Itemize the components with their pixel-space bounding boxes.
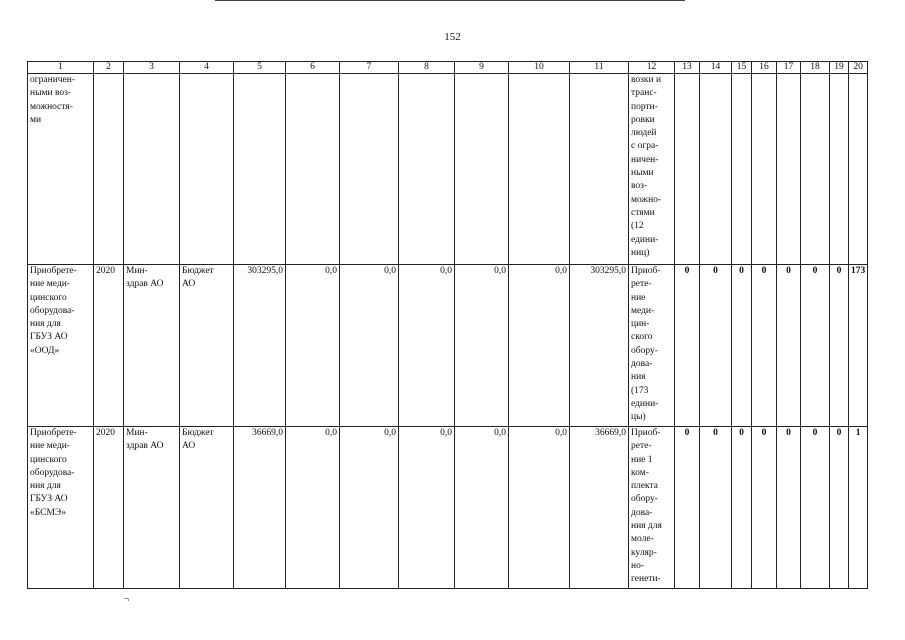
cell-c20 (849, 74, 868, 265)
cell-c7: 0,0 (340, 265, 399, 427)
cell-source: Бюджет АО (180, 427, 234, 589)
cell-c15: 0 (732, 427, 752, 589)
cell-c11: 303295,0 (570, 265, 629, 427)
cell-executor (124, 74, 180, 265)
col-header: 8 (399, 62, 455, 74)
cell-c19: 0 (830, 265, 849, 427)
cell-c16: 0 (752, 427, 777, 589)
top-rule (215, 0, 685, 1)
cell-name: Приобрете- ние меди- цинского оборудова- ния для ГБУЗ АО «БСМЭ» (28, 427, 94, 589)
col-header: 3 (124, 62, 180, 74)
cell-name: Приобрете- ние меди- цинского оборудова- ния для ГБУЗ АО «ООД» (28, 265, 94, 427)
col-header: 15 (732, 62, 752, 74)
cell-name: ограничен- ными воз- можностя- ми (28, 74, 94, 265)
cell-result: Приоб- рете- ние 1 ком- плекта обору- дова- ния для моле- куляр- но- генети- (629, 427, 675, 589)
cell-c8 (399, 74, 455, 265)
cell-c5 (234, 74, 286, 265)
cell-result: возки и транс- порти- ровки людей с огра- ничен- ными воз- можно- стями (12 едини- ниц) (629, 74, 675, 265)
table-row (28, 427, 868, 589)
cell-c9: 0,0 (455, 265, 509, 427)
col-header: 14 (700, 62, 732, 74)
cell-c11: 36669,0 (570, 427, 629, 589)
cell-c13 (675, 74, 700, 265)
col-header: 1 (28, 62, 94, 74)
cell-c15: 0 (732, 265, 752, 427)
cell-c20: 173 (849, 265, 868, 427)
col-header: 11 (570, 62, 629, 74)
cell-c19: 0 (830, 427, 849, 589)
table-row (28, 74, 868, 265)
cell-result: Приоб- рете- ние меди- цин- ского обору- дова- ния (173 едини- цы) (629, 265, 675, 427)
cell-c13: 0 (675, 265, 700, 427)
cell-c10: 0,0 (509, 265, 570, 427)
cell-c9 (455, 74, 509, 265)
col-header: 4 (180, 62, 234, 74)
cell-c17: 0 (777, 265, 801, 427)
col-header: 13 (675, 62, 700, 74)
cell-c19 (830, 74, 849, 265)
scan-mark: ¬ (124, 594, 130, 604)
cell-c15 (732, 74, 752, 265)
cell-c11 (570, 74, 629, 265)
cell-executor: Мин- здрав АО (124, 265, 180, 427)
table-row (28, 265, 868, 427)
col-header: 2 (94, 62, 124, 74)
cell-c10 (509, 74, 570, 265)
cell-c18: 0 (801, 427, 830, 589)
col-header: 9 (455, 62, 509, 74)
cell-source (180, 74, 234, 265)
cell-c7 (340, 74, 399, 265)
program-table (27, 61, 868, 589)
cell-c8: 0,0 (399, 427, 455, 589)
cell-c17 (777, 74, 801, 265)
cell-executor: Мин- здрав АО (124, 427, 180, 589)
cell-c14 (700, 74, 732, 265)
cell-c7: 0,0 (340, 427, 399, 589)
cell-c14: 0 (700, 265, 732, 427)
cell-c6 (286, 74, 340, 265)
cell-c16 (752, 74, 777, 265)
cell-year: 2020 (94, 427, 124, 589)
cell-c5: 36669,0 (234, 427, 286, 589)
page-number: 152 (444, 31, 461, 43)
col-header: 18 (801, 62, 830, 74)
cell-c18: 0 (801, 265, 830, 427)
col-header: 20 (849, 62, 868, 74)
cell-c5: 303295,0 (234, 265, 286, 427)
cell-c9: 0,0 (455, 427, 509, 589)
cell-year (94, 74, 124, 265)
cell-c6: 0,0 (286, 265, 340, 427)
col-header: 12 (629, 62, 675, 74)
col-header: 6 (286, 62, 340, 74)
col-header: 19 (830, 62, 849, 74)
cell-c6: 0,0 (286, 427, 340, 589)
col-header: 17 (777, 62, 801, 74)
cell-c8: 0,0 (399, 265, 455, 427)
col-header: 10 (509, 62, 570, 74)
col-header: 16 (752, 62, 777, 74)
cell-c18 (801, 74, 830, 265)
cell-c16: 0 (752, 265, 777, 427)
cell-c14: 0 (700, 427, 732, 589)
col-header: 7 (340, 62, 399, 74)
cell-c17: 0 (777, 427, 801, 589)
cell-c10: 0,0 (509, 427, 570, 589)
header-row (28, 62, 868, 74)
cell-c20: 1 (849, 427, 868, 589)
col-header: 5 (234, 62, 286, 74)
cell-source: Бюджет АО (180, 265, 234, 427)
cell-c13: 0 (675, 427, 700, 589)
cell-year: 2020 (94, 265, 124, 427)
